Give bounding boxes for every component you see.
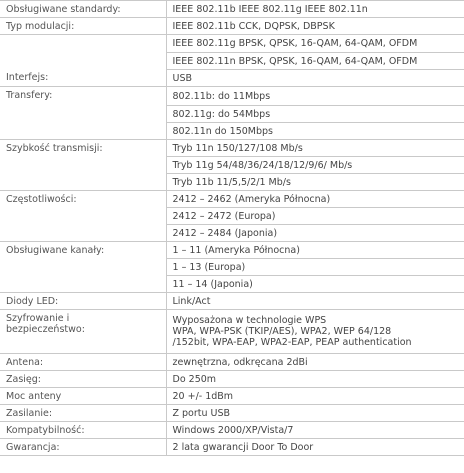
spec-value-transfers-1: 802.11b: do 11Mbps	[166, 87, 464, 106]
table-row	[0, 310, 464, 354]
spec-value-modulation-3: IEEE 802.11n BPSK, QPSK, 16-QAM, 64-QAM, OFDM	[166, 53, 464, 70]
spec-value-security-line-1: Wyposażona w technologie WPS	[172, 315, 327, 326]
table-row	[0, 1, 464, 18]
table-row	[0, 388, 464, 405]
spec-value-security	[166, 310, 464, 354]
table-row	[0, 18, 464, 35]
spec-label-power-supply: Zasilanie:	[0, 405, 166, 422]
spec-value-speed-1: Tryb 11n 150/127/108 Mb/s	[166, 140, 464, 157]
spec-label-antenna-power: Moc anteny	[0, 388, 166, 405]
spec-value-power-supply: Z portu USB	[166, 405, 464, 422]
spec-value-channels-3: 11 – 14 (Japonia)	[166, 276, 464, 293]
table-row	[0, 405, 464, 422]
spec-value-antenna: zewnętrzna, odkręcana 2dBi	[166, 354, 464, 371]
spec-label-led: Diody LED:	[0, 293, 166, 310]
table-row	[0, 35, 464, 53]
table-row	[0, 293, 464, 310]
table-row	[0, 422, 464, 439]
spec-value-led: Link/Act	[166, 293, 464, 310]
spec-label-frequencies: Częstotliwości:	[0, 191, 166, 242]
table-row	[0, 371, 464, 388]
table-row	[0, 140, 464, 157]
table-row	[0, 242, 464, 259]
spec-label-warranty: Gwarancja:	[0, 439, 166, 456]
spec-label-speed: Szybkość transmisji:	[0, 140, 166, 191]
spec-value-frequencies-3: 2412 – 2484 (Japonia)	[166, 225, 464, 242]
spec-value-range: Do 250m	[166, 371, 464, 388]
spec-value-interface: USB	[166, 70, 464, 87]
spec-value-channels-2: 1 – 13 (Europa)	[166, 259, 464, 276]
table-row	[0, 354, 464, 371]
spec-label-security-line-1: Szyfrowanie i	[6, 313, 70, 324]
spec-label-compatibility: Kompatybilność:	[0, 422, 166, 439]
spec-value-frequencies-2: 2412 – 2472 (Europa)	[166, 208, 464, 225]
spec-value-transfers-2: 802.11g: do 54Mbps	[166, 106, 464, 123]
spec-label-range: Zasięg:	[0, 371, 166, 388]
spec-value-antenna-power: 20 +/- 1dBm	[166, 388, 464, 405]
spec-label-antenna: Antena:	[0, 354, 166, 371]
spec-value-compatibility: Windows 2000/XP/Vista/7	[166, 422, 464, 439]
spec-value-security-line-2: WPA, WPA-PSK (TKIP/AES), WPA2, WEP 64/128	[172, 326, 392, 337]
spec-value-speed-2: Tryb 11g 54/48/36/24/18/12/9/6/ Mb/s	[166, 157, 464, 174]
spec-value-frequencies-1: 2412 – 2462 (Ameryka Północna)	[166, 191, 464, 208]
spec-label-interface: Interfejs:	[0, 35, 166, 87]
spec-value-security-line-3: /152bit, WPA-EAP, WPA2-EAP, PEAP authentication	[172, 337, 412, 348]
spec-value-transfers-3: 802.11n do 150Mbps	[166, 123, 464, 140]
spec-label-channels: Obsługiwane kanały:	[0, 242, 166, 293]
table-row	[0, 191, 464, 208]
spec-value-warranty: 2 lata gwarancji Door To Door	[166, 439, 464, 456]
spec-label-security	[0, 310, 166, 354]
spec-value-channels-1: 1 – 11 (Ameryka Północna)	[166, 242, 464, 259]
spec-label-standards: Obsługiwane standardy:	[0, 1, 166, 18]
spec-value-modulation-1: IEEE 802.11b CCK, DQPSK, DBPSK	[166, 18, 464, 35]
spec-value-modulation-2: IEEE 802.11g BPSK, QPSK, 16-QAM, 64-QAM, OFDM	[166, 35, 464, 53]
table-row	[0, 87, 464, 106]
table-row	[0, 439, 464, 456]
spec-value-speed-3: Tryb 11b 11/5,5/2/1 Mb/s	[166, 174, 464, 191]
spec-label-security-line-2: bezpieczeństwo:	[6, 324, 85, 335]
spec-value-standards: IEEE 802.11b IEEE 802.11g IEEE 802.11n	[166, 1, 464, 18]
spec-label-transfers: Transfery:	[0, 87, 166, 140]
spec-label-modulation: Typ modulacji:	[0, 18, 166, 35]
